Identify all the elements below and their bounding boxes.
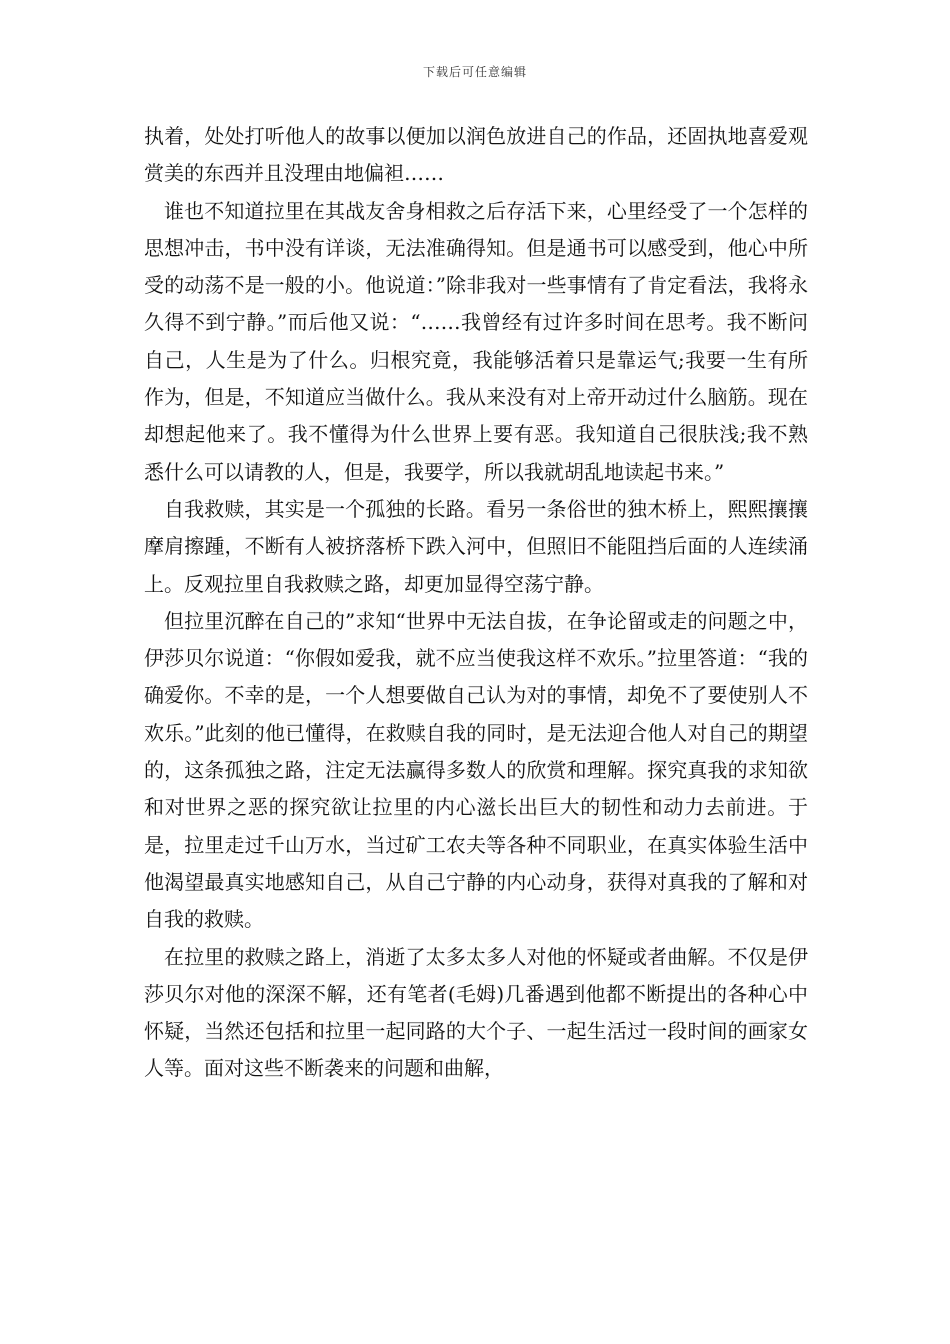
paragraph: 但拉里沉醉在自己的”求知“世界中无法自拔，在争论留或走的问题之中，伊莎贝尔说道：“你假如爱我，就不应当使我这样不欢乐。”拉里答道：“我的确爱你。不幸的是，一个人想要做自己认为对的事情，却免不了要使别人不欢乐。”此刻的他已懂得，在救赎自我的同时，是无法迎合他人对自己的期望的，这条孤独之路，注定无法赢得多数人的欣赏和理解。探究真我的求知欲和对世界之恶的探究欲让拉里的内心滋长出巨大的韧性和动力去前进。于是，拉里走过千山万水，当过矿工农夫等各种不同职业，在真实体验生活中他渴望最真实地感知自己，从自己宁静的内心动身，获得对真我的了解和对自我的救赎。 [144,608,808,932]
body-text [144,118,808,1088]
paragraph: 在拉里的救赎之路上，消逝了太多太多人对他的怀疑或者曲解。不仅是伊莎贝尔对他的深深不解，还有笔者(毛姆)几番遇到他都不断提出的各种心中怀疑，当然还包括和拉里一起同路的大个子、一起生活过一段时间的画家女人等。面对这些不断袭来的问题和曲解， [144,944,808,1081]
page-header-note: 下载后可任意编辑 [422,65,527,79]
paragraph: 执着，处处打听他人的故事以便加以润色放进自己的作品，还固执地喜爱观赏美的东西并且没理由地偏袒…… [144,124,808,186]
paragraph: 谁也不知道拉里在其战友舍身相救之后存活下来，心里经受了一个怎样的思想冲击，书中没有详谈，无法准确得知。但是通书可以感受到，他心中所受的动荡不是一般的小。他说道：”除非我对一些事情有了肯定看法，我将永久得不到宁静。”而后他又说：“……我曾经有过许多时间在思考。我不断问自己，人生是为了什么。归根究竟，我能够活着只是靠运气;我要一生有所作为，但是，不知道应当做什么。我从来没有对上帝开动过什么脑筋。现在却想起他来了。我不懂得为什么世界上要有恶。我知道自己很肤浅;我不熟悉什么可以请教的人，但是，我要学，所以我就胡乱地读起书来。” [144,198,808,484]
paragraph: 自我救赎，其实是一个孤独的长路。看另一条俗世的独木桥上，熙熙攘攘摩肩擦踵，不断有人被挤落桥下跌入河中，但照旧不能阻挡后面的人连续涌上。反观拉里自我救赎之路，却更加显得空荡宁静。 [144,496,808,596]
